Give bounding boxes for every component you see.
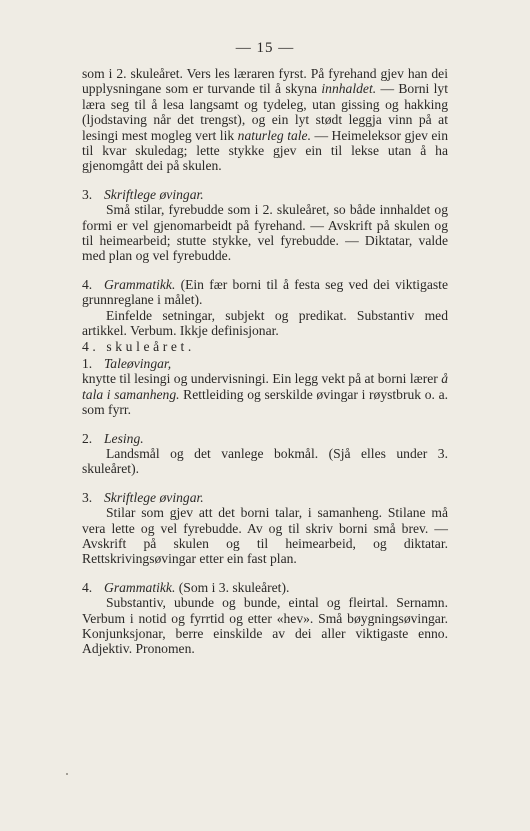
section-text-written-exercises-year4: Stilar som gjev att det borni talar, i samanheng. Stilane må vera lette og vel fyrebudde. Av og til skriv borni små brev. — Avskrift på skulen og til heimearbeid, og diktatar. Rettskrivingsøvingar etter ein fast plan. [82, 505, 448, 567]
page-number: — 15 — [235, 40, 295, 56]
section-text-grammar: Einfelde setningar, subjekt og predikat. Substantiv med artikkel. Verbum. Ikkje definisjonar. [82, 307, 448, 339]
school-year-heading: 4. skuleåret. [82, 338, 195, 354]
section-heading-written-exercises: 3. Skriftlege øvingar. [82, 186, 204, 202]
section-heading-speech-exercises: 1. Taleøvingar, [82, 355, 172, 371]
paper-speck [66, 773, 68, 775]
page-body [82, 66, 448, 657]
section-text-written-exercises: Små stilar, fyrebudde som i 2. skuleåret, so både innhaldet og formi er vel gjenomarbeidt på fyrehand. — Avskrift på skulen og til heimearbeid; stutte stykke, vel fyrebudde. — Diktatar, valde med plan og vel fyrebudde. [82, 202, 448, 264]
paragraph-reading-method: som i 2. skuleåret. Vers les læraren fyrst. På fyrehand gjev han dei upplysningane som er turvande til å skyna innhaldet. — Borni lyt læra seg til å lesa langsamt og tydeleg, utan gissing og hakking (ljodstaving når det trengst), og ein lyt stødt leggja vinn på at lesingi mest mogleg vert lik naturleg tale. — Heimeleksor gjev ein til kvar skuledag; lette stykke gjev ein til lekse utan å ha gjenomgått dei på skulen. [82, 66, 449, 174]
section-text-speech-exercises: knytte til lesingi og undervisningi. Ein legg vekt på at borni lærer å tala i samanheng. Rettleiding og serskilde øvingar i røystbruk o. a. som fyrr. [82, 371, 449, 418]
section-heading-reading: 2. Lesing. [82, 430, 144, 446]
section-heading-grammar-year4: 4. Grammatikk. (Som i 3. skuleåret). [82, 579, 290, 595]
section-heading-written-exercises-year4: 3. Skriftlege øvingar. [82, 489, 204, 505]
section-text-reading: Landsmål og det vanlege bokmål. (Sjå elles under 3. skuleåret). [82, 445, 448, 477]
section-heading-grammar: 4. Grammatikk. (Ein fær borni til å festa seg ved dei viktigaste grunnreglane i målet). [82, 276, 448, 308]
section-text-grammar-year4: Substantiv, ubunde og bunde, eintal og fleirtal. Sernamn. Verbum i notid og fyrrtid og etter «hev». Små bøygningsøvingar. Konjunksjonar, berre einskilde av dei aller viktigaste enno. Adjektiv. Pronomen. [82, 595, 448, 657]
